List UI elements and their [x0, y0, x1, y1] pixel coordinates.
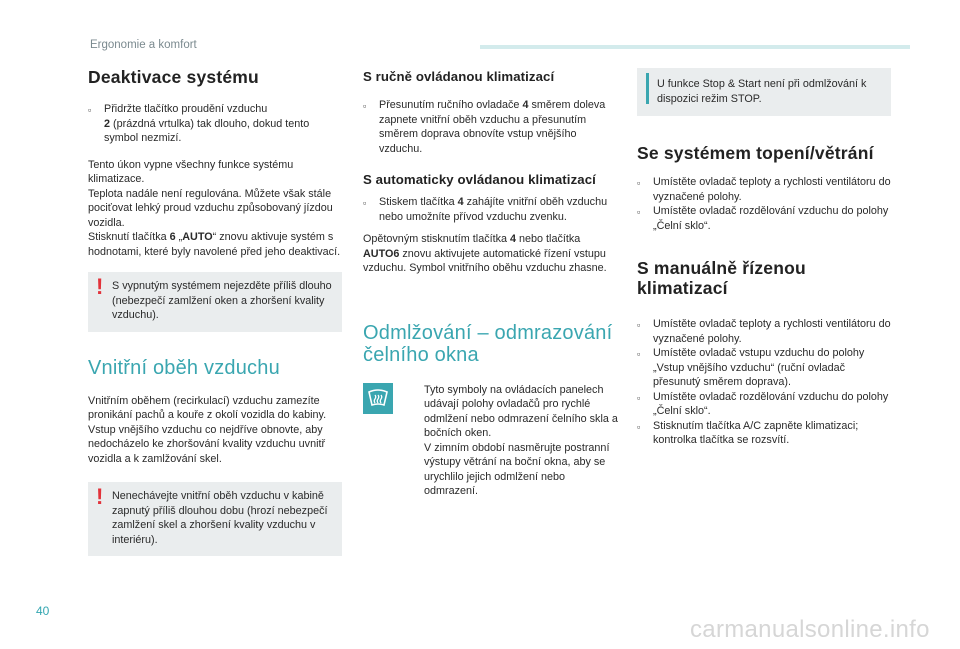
bullet-square-icon: ▫ — [363, 101, 367, 111]
warning-box: ! S vypnutým systémem nejezděte příliš dlouho (nebezpečí zamlžení oken a zhoršení kvality vzduchu). — [88, 272, 342, 332]
heading-deaktivace: Deaktivace systému — [88, 67, 259, 87]
paragraph: Tento úkon vypne všechny funkce systému klimatizace. — [88, 158, 294, 185]
heading-rucne-ovladana: S ručně ovládanou klimatizací — [363, 69, 555, 84]
paragraph: Opětovným stisknutím tlačítka 4 nebo tlačítka AUTO6 znovu aktivujete automatické řízení vstupu vzduchu. Symbol vnitřního oběhu vzduchu zhasne. — [363, 233, 607, 274]
column-1 — [88, 62, 342, 556]
section-header: Ergonomie a komfort — [90, 39, 197, 51]
paragraph: Tyto symboly na ovládacích panelech udávají polohy ovladačů pro rychlé odmlžení nebo odmrazení čelního skla a bočních oken. — [424, 383, 618, 439]
list-item: ▫ Stiskem tlačítka 4 zahájíte vnitřní oběh vzduchu nebo umožníte přívod vzduchu zvenku. — [363, 196, 608, 223]
warning-box: ! Nenechávejte vnitřní oběh vzduchu v kabině zapnutý příliš dlouhou dobu (hrozí nebezpečí zamlžení skel a zhoršení kvality vzduchu v interiéru). — [88, 482, 342, 556]
windshield-defrost-icon — [363, 383, 393, 414]
bullet-square-icon: ▫ — [637, 207, 641, 217]
list-item: ▫ Umístěte ovladač teploty a rychlosti ventilátoru do vyznačené polohy. — [637, 176, 891, 203]
list-item — [88, 102, 342, 146]
heading-manualne-rizena: S manuálně řízenou klimatizací — [637, 258, 806, 298]
bullet-square-icon: ▫ — [637, 320, 641, 330]
paragraph: Vnitřním oběhem (recirkulací) vzduchu zamezíte pronikání pachů a kouře z okolí vozidla do kabiny. — [88, 394, 327, 421]
warning-exclamation-icon: ! — [96, 484, 104, 509]
heading-topeni-vetrani: Se systémem topení/větrání — [637, 143, 874, 163]
list-item: ▫ Přesunutím ručního ovladače 4 směrem doleva zapnete vnitřní oběh vzduchu a přesunutím směrem doprava obnovíte vstup vnějšího vzduchu. — [363, 99, 606, 155]
paragraph: V zimním období nasměrujte postranní výstupy větrání na boční okna, aby se urychlilo jejich odmlžení nebo odmrazení. — [424, 441, 610, 497]
list-item: ▫ Umístěte ovladač vstupu vzduchu do polohy „Vstup vnějšího vzduchu“ (ruční ovladač přesunutý směrem doprava). — [637, 347, 865, 388]
defrost-block — [363, 383, 618, 499]
bullet-square-icon: ▫ — [363, 198, 367, 208]
list-item: ▫ Umístěte ovladač rozdělování vzduchu do polohy „Čelní sklo“. — [637, 390, 889, 417]
paragraph: Stisknutí tlačítka 6 „AUTO“ znovu aktivuje systém s hodnotami, které byly navolené před jeho deaktivací. — [88, 231, 341, 258]
bullet-text: Přidržte tlačítko proudění vzduchu 2 (prázdná vrtulka) tak dlouho, dokud tento symbol nezmizí. — [104, 103, 310, 144]
list-item: ▫ Umístěte ovladač teploty a rychlosti ventilátoru do vyznačené polohy. — [637, 318, 891, 345]
heading-odmlzovani: Odmlžování – odmrazování čelního okna — [363, 321, 613, 366]
paragraph: Teplota nadále není regulována. Můžete však stále pociťovat lehký proud vzduchu způsobovaný jízdou vozidla. — [88, 187, 333, 229]
header-rule — [480, 45, 910, 49]
paragraph: Vstup vnějšího vzduchu co nejdříve obnovte, aby nedocházelo ke zhoršování kvality vzduchu uvnitř vozidla a k zamlžování skel. — [88, 423, 326, 465]
column-2 — [363, 62, 618, 499]
heading-automaticky-ovladana: S automaticky ovládanou klimatizací — [363, 172, 596, 187]
bullet-square-icon: ▫ — [637, 421, 641, 432]
bullet-square-icon: ▫ — [637, 392, 641, 403]
info-box: U funkce Stop & Start není při odmlžování k dispozici režim STOP. — [637, 68, 891, 116]
warning-exclamation-icon: ! — [96, 274, 104, 299]
heading-vnitrni-obeh: Vnitřní oběh vzduchu — [88, 356, 280, 379]
bullet-square-icon: ▫ — [88, 105, 92, 115]
list-item: ▫ Stisknutím tlačítka A/C zapněte klimatizaci; kontrolka tlačítka se rozsvítí. — [637, 419, 859, 446]
bullet-square-icon: ▫ — [637, 178, 641, 188]
column-3 — [637, 62, 891, 448]
bullet-square-icon: ▫ — [637, 349, 641, 359]
page-number: 40 — [36, 604, 50, 618]
list-item: ▫ Umístěte ovladač rozdělování vzduchu do polohy „Čelní sklo“. — [637, 205, 889, 232]
watermark: carmanualsonline.info — [690, 616, 930, 643]
